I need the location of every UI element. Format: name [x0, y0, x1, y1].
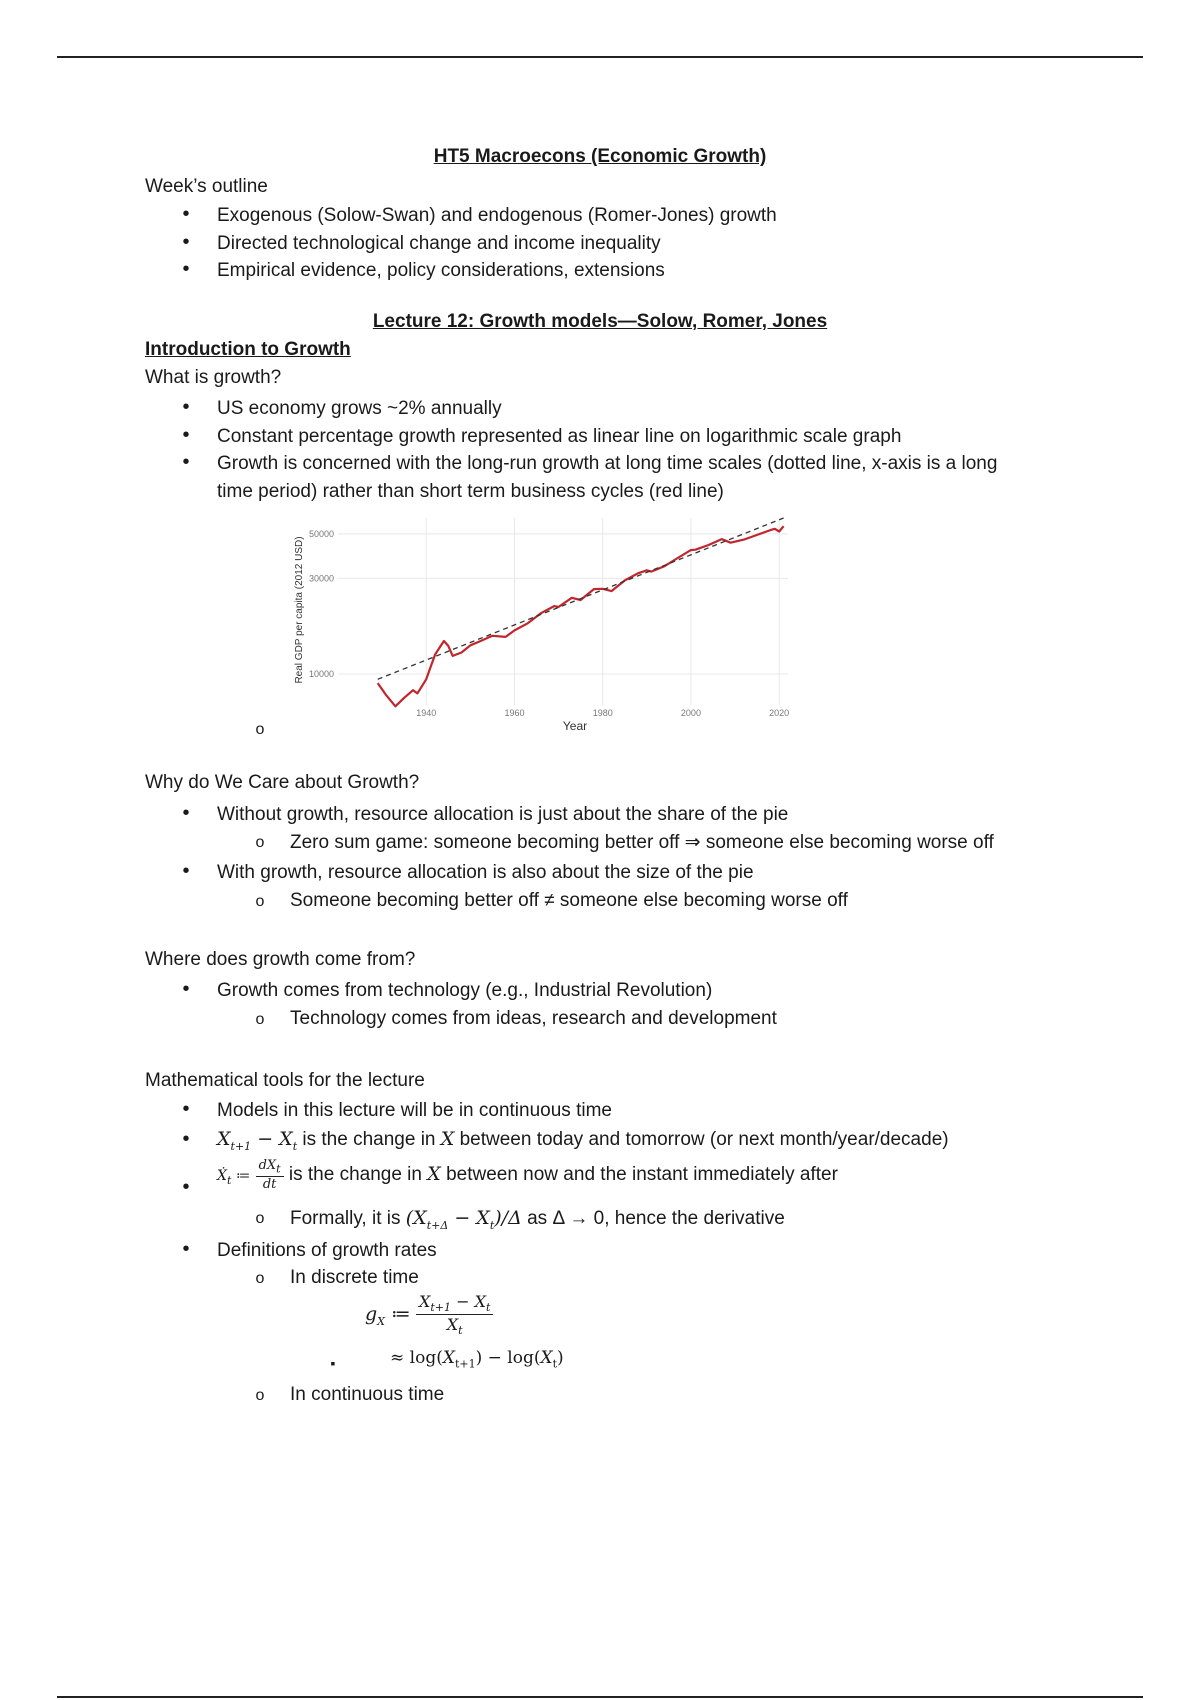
list-item: Someone becoming better off ≠ someone else becoming worse off [290, 890, 848, 911]
bullet-icon [181, 1098, 191, 1121]
bullet-icon [181, 802, 191, 825]
math-variable: X [427, 1162, 441, 1185]
bullet-icon [181, 203, 191, 226]
bullet-icon [181, 451, 191, 474]
sub-bullet-icon [255, 1384, 265, 1406]
math-expression: Ẋ$_t$ ≔ [217, 1167, 251, 1187]
gdp-chart [288, 510, 798, 735]
sub-bullet-icon [255, 1267, 265, 1289]
y-tick-label: 50000 [308, 528, 334, 539]
growth-rate-formula [365, 1292, 493, 1337]
list-item: Zero sum game: someone becoming better off ⇒ someone else becoming worse off [290, 832, 994, 853]
list-item: US economy grows ~2% annually [217, 398, 502, 419]
log-approximation: ≈ $\log(X_{t+1}) - \log(X_t)$ [390, 1348, 564, 1371]
section-heading: Where does growth come from? [145, 949, 416, 970]
text-segment: Formally, it is [290, 1208, 401, 1229]
list-item: With growth, resource allocation is also about the size of the pie [217, 862, 754, 883]
list-item: Models in this lecture will be in continuous time [217, 1100, 612, 1121]
list-item: In continuous time [290, 1384, 445, 1405]
list-item: Directed technological change and income inequality [217, 233, 661, 254]
list-item-difference [217, 1128, 949, 1153]
section-heading: Why do We Care about Growth? [145, 772, 420, 793]
sub-bullet-icon [255, 831, 265, 853]
list-item: Technology comes from ideas, research and development [290, 1008, 777, 1029]
x-tick-label: 2020 [769, 708, 790, 718]
bottom-rule [57, 1696, 1143, 1698]
y-tick-label: 10000 [308, 668, 334, 679]
bullet-icon [181, 1238, 191, 1261]
bullet-icon [181, 978, 191, 1001]
bullet-icon [181, 258, 191, 281]
bullet-icon [181, 1176, 191, 1199]
x-axis-label: Year [562, 719, 588, 733]
math-variable: X [440, 1128, 455, 1150]
chart-grid [338, 518, 788, 705]
list-item: Exogenous (Solow-Swan) and endogenous (Romer-Jones) growth [217, 205, 777, 226]
sub-bullet-icon [255, 890, 265, 912]
math-fraction: $\frac{X_{t+1} - X_t}{X_t}$ [416, 1292, 493, 1337]
list-item: Empirical evidence, policy considerations, extensions [217, 260, 665, 281]
math-expression: $X_{t+1} - X_t$ [217, 1128, 298, 1153]
section-heading: Introduction to Growth [145, 339, 351, 360]
list-item: In discrete time [290, 1267, 419, 1288]
x-tick-label: 1960 [504, 708, 525, 718]
bullet-icon [181, 860, 191, 883]
list-item: Constant percentage growth represented as linear line on logarithmic scale graph [217, 426, 902, 447]
list-item: Without growth, resource allocation is just about the share of the pie [217, 804, 789, 825]
sub-bullet-icon [255, 718, 265, 740]
x-tick-label: 2000 [680, 708, 701, 718]
chart-lines [378, 518, 784, 706]
text-segment: is the change in [302, 1129, 436, 1150]
list-item-derivative [217, 1158, 838, 1192]
sub-bullet-icon [255, 1008, 265, 1030]
bullet-icon [181, 396, 191, 419]
page-title: HT5 Macroecons (Economic Growth) [433, 146, 767, 167]
list-item: Definitions of growth rates [217, 1240, 437, 1261]
trend-line [378, 518, 784, 679]
math-expression: $g_X$ ≔ [365, 1302, 411, 1328]
y-tick-label: 30000 [308, 573, 334, 584]
math-fraction: $\frac{dX_t}{dt}$ [256, 1158, 284, 1192]
math-expression: $(X_{t+\Delta} - X_t)/\Delta$ [405, 1207, 522, 1232]
bullet-icon [181, 231, 191, 254]
x-tick-label: 1940 [416, 708, 437, 718]
text-segment: is the change in [288, 1163, 422, 1185]
section-heading: Mathematical tools for the lecture [145, 1070, 425, 1091]
gdp-series-line [378, 526, 784, 706]
x-tick-label: 1980 [592, 708, 613, 718]
list-item [290, 1207, 785, 1232]
sub-bullet-icon [255, 1207, 265, 1229]
lecture-title: Lecture 12: Growth models—Solow, Romer, Jones [372, 311, 828, 332]
outline-heading: Week’s outline [145, 176, 268, 197]
list-item: Growth comes from technology (e.g., Industrial Revolution) [217, 980, 713, 1001]
list-item-continuation: time period) rather than short term business cycles (red line) [217, 481, 724, 502]
text-segment: between today and tomorrow (or next month/year/decade) [459, 1129, 949, 1150]
question: What is growth? [145, 367, 282, 388]
bullet-icon [181, 1128, 191, 1151]
text-segment: as Δ → 0, hence the derivative [527, 1208, 785, 1229]
square-bullet-icon [328, 1352, 338, 1374]
text-segment: between now and the instant immediately after [446, 1163, 838, 1185]
y-axis-label: Real GDP per capita (2012 USD) [294, 536, 305, 684]
bullet-icon [181, 424, 191, 447]
list-item: Growth is concerned with the long-run growth at long time scales (dotted line, x-axis is a long [217, 453, 998, 474]
